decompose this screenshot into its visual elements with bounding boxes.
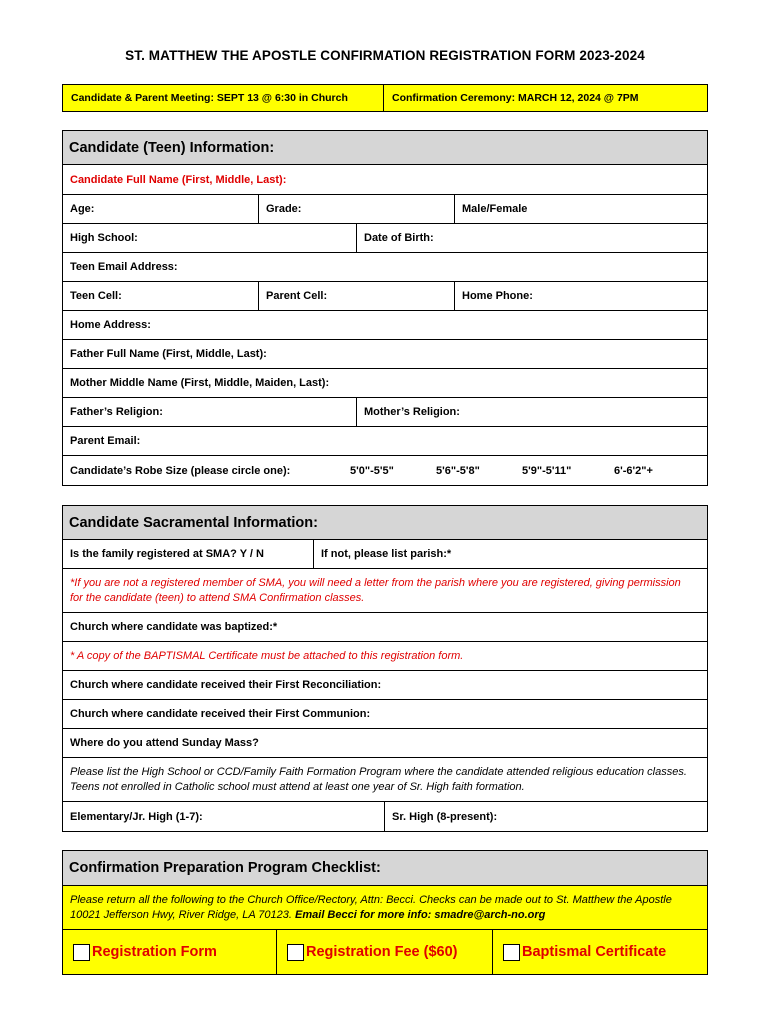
checkbox-icon[interactable]	[73, 944, 90, 961]
sacramental-info-header: Candidate Sacramental Information:	[63, 506, 707, 540]
sacramental-info-section	[62, 505, 708, 832]
candidate-info-header: Candidate (Teen) Information:	[63, 131, 707, 165]
parish-field[interactable]: If not, please list parish:*	[321, 548, 452, 560]
high-school-field[interactable]: High School:	[63, 224, 357, 252]
home-address-field[interactable]: Home Address:	[70, 319, 151, 331]
robe-size-label: Candidate’s Robe Size (please circle one):	[70, 464, 291, 477]
father-religion-field[interactable]: Father’s Religion:	[63, 398, 357, 426]
parent-meeting-info: Candidate & Parent Meeting: SEPT 13 @ 6:30 in Church	[63, 85, 384, 111]
reconciliation-church-field[interactable]: Church where candidate received their First Reconciliation:	[70, 679, 382, 691]
ceremony-info: Confirmation Ceremony: MARCH 12, 2024 @ 7PM	[392, 92, 639, 104]
teen-email-field[interactable]: Teen Email Address:	[70, 261, 178, 273]
parent-cell-field[interactable]: Parent Cell:	[259, 282, 455, 310]
baptismal-note: * A copy of the BAPTISMAL Certificate must be attached to this registration form.	[70, 650, 464, 662]
sr-high-field[interactable]: Sr. High (8-present):	[392, 810, 498, 823]
parent-email-field[interactable]: Parent Email:	[70, 435, 141, 447]
registration-note: *If you are not a registered member of SMA, you will need a letter from the parish where you are registered, giving permission for the candidate (teen) to attend SMA Confirmation classes.	[70, 576, 681, 604]
registered-field[interactable]: Is the family registered at SMA? Y / N	[63, 540, 314, 568]
gender-field[interactable]: Male/Female	[462, 203, 528, 215]
meeting-info-bar	[62, 84, 708, 112]
teen-cell-field[interactable]: Teen Cell:	[63, 282, 259, 310]
checklist-section	[62, 850, 708, 975]
checklist-instructions	[63, 886, 707, 929]
checklist-item-label: Baptismal Certificate	[522, 944, 667, 960]
robe-size-option[interactable]: 6'-6'2"+	[614, 464, 653, 477]
candidate-full-name-field[interactable]: Candidate Full Name (First, Middle, Last):	[70, 173, 287, 186]
instructions-text: Please return all the following to the Church Office/Rectory, Attn: Becci. Checks can be made out to St. Matthew the Apostle 10021 Jefferson Hwy, River Ridge, LA 70123.	[70, 894, 672, 921]
form-title: ST. MATTHEW THE APOSTLE CONFIRMATION REGISTRATION FORM 2023-2024	[125, 48, 645, 63]
program-note: Please list the High School or CCD/Family Faith Formation Program where the candidate attended religious education classes. Teens not enrolled in Catholic school must attend at least one year of Sr. High faith formation.	[70, 765, 687, 793]
robe-size-option[interactable]: 5'0"-5'5"	[350, 464, 394, 477]
checkbox-icon[interactable]	[503, 944, 520, 961]
communion-church-field[interactable]: Church where candidate received their First Communion:	[70, 708, 371, 720]
robe-size-option[interactable]: 5'6"-5'8"	[436, 464, 480, 477]
date-of-birth-field[interactable]: Date of Birth:	[364, 232, 434, 244]
checklist-item-registration-fee[interactable]	[277, 930, 493, 974]
home-phone-field[interactable]: Home Phone:	[462, 290, 533, 302]
candidate-info-section	[62, 130, 708, 486]
mother-name-field[interactable]: Mother Middle Name (First, Middle, Maiden, Last):	[70, 377, 330, 389]
mother-religion-field[interactable]: Mother’s Religion:	[364, 406, 460, 418]
baptism-church-field[interactable]: Church where candidate was baptized:*	[70, 621, 278, 633]
robe-size-row	[63, 456, 707, 485]
checklist-item-registration-form[interactable]	[63, 930, 277, 974]
checklist-item-label: Registration Form	[92, 944, 217, 960]
elementary-field[interactable]: Elementary/Jr. High (1-7):	[63, 802, 385, 831]
age-field[interactable]: Age:	[63, 195, 259, 223]
checklist-header: Confirmation Preparation Program Checklist:	[63, 851, 707, 886]
email-info-text: Email Becci for more info: smadre@arch-no.org	[295, 909, 546, 921]
robe-size-option[interactable]: 5'9"-5'11"	[522, 464, 572, 477]
checklist-item-label: Registration Fee ($60)	[306, 944, 458, 960]
checklist-item-baptismal-certificate[interactable]	[493, 930, 707, 974]
checkbox-icon[interactable]	[287, 944, 304, 961]
grade-field[interactable]: Grade:	[259, 195, 455, 223]
sunday-mass-field[interactable]: Where do you attend Sunday Mass?	[70, 737, 259, 749]
father-name-field[interactable]: Father Full Name (First, Middle, Last):	[70, 348, 267, 360]
